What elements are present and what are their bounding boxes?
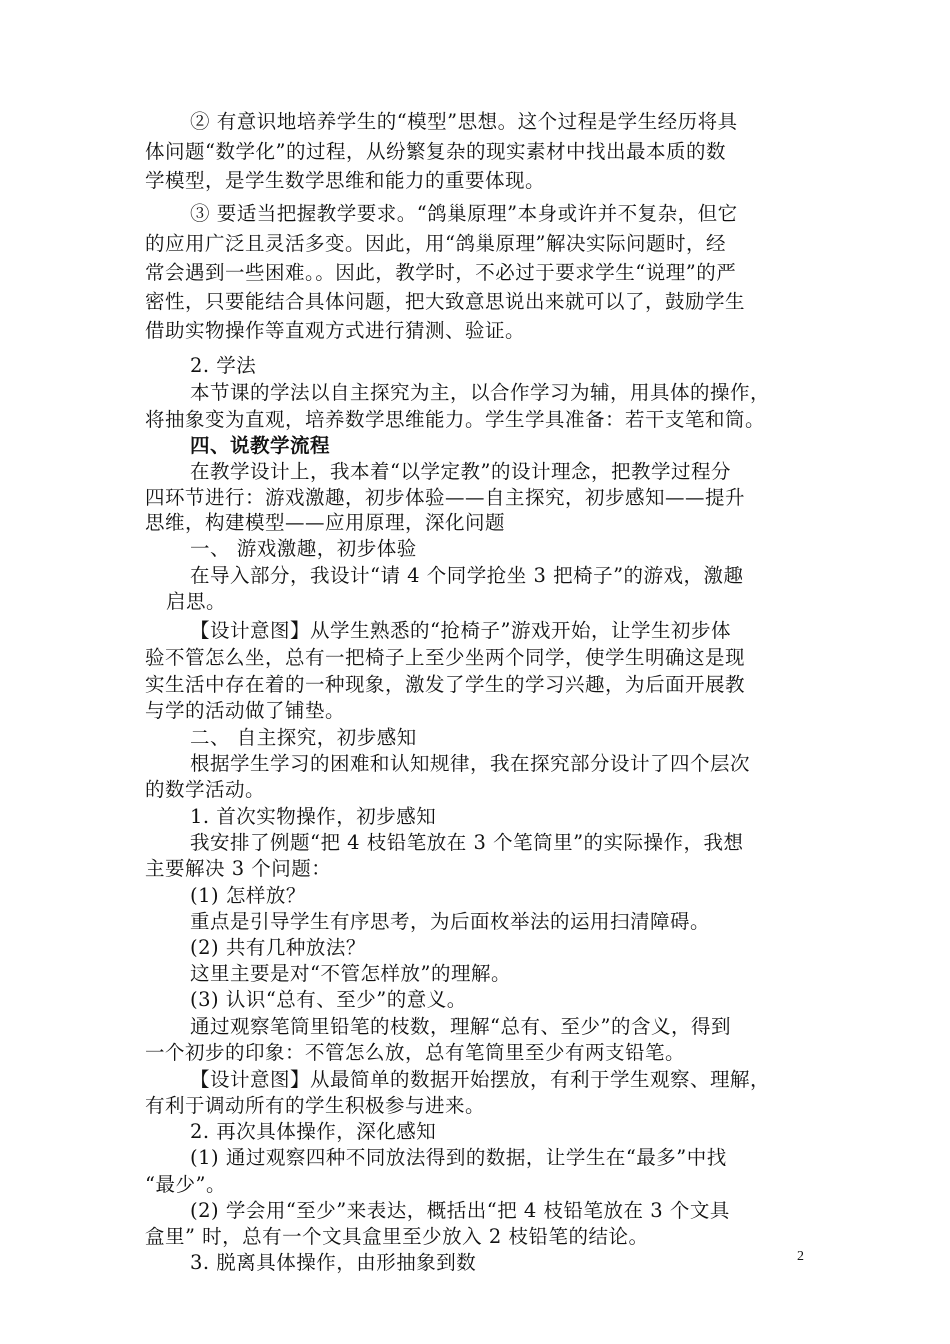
text-line: 将抽象变为直观，培养数学思维能力。学生学具准备：若干支笔和筒。 — [145, 408, 766, 431]
text-line: (3) 认识“总有、至少”的意义。 — [190, 988, 467, 1011]
text-line: 【设计意图】从最简单的数据开始摆放，有利于学生观察、理解， — [190, 1068, 771, 1091]
text-line: 1. 首次实物操作，初步感知 — [190, 805, 437, 828]
text-line: 根据学生学习的困难和认知规律，我在探究部分设计了四个层次 — [190, 752, 751, 775]
text-line: 思维，构建模型——应用原理，深化问题 — [145, 511, 506, 534]
text-line: 学模型，是学生数学思维和能力的重要体现。 — [145, 169, 546, 192]
text-line: 有利于调动所有的学生积极参与进来。 — [145, 1094, 486, 1117]
text-line: 2. 再次具体操作，深化感知 — [190, 1120, 437, 1143]
text-line: 【设计意图】从学生熟悉的“抢椅子”游戏开始，让学生初步体 — [190, 619, 731, 642]
text-line: 启思。 — [166, 590, 227, 613]
text-line: 在导入部分，我设计“请 4 个同学抢坐 3 把椅子”的游戏，激趣 — [190, 564, 744, 587]
text-line: (1) 怎样放？ — [190, 884, 306, 907]
text-line: 一、 游戏激趣，初步体验 — [190, 537, 417, 560]
text-line: (2) 学会用“至少”来表达，概括出“把 4 枝铅笔放在 3 个文具 — [190, 1199, 730, 1222]
text-line: 密性，只要能结合具体问题，把大致意思说出来就可以了，鼓励学生 — [145, 290, 746, 313]
text-line: 重点是引导学生有序思考，为后面枚举法的运用扫清障碍。 — [190, 910, 711, 933]
text-line: 借助实物操作等直观方式进行猜测、验证。 — [145, 319, 526, 342]
text-line: 3. 脱离具体操作，由形抽象到数 — [190, 1251, 477, 1274]
text-line: 一个初步的印象：不管怎么放，总有笔筒里至少有两支铅笔。 — [145, 1041, 686, 1064]
text-line: 这里主要是对“不管怎样放”的理解。 — [190, 962, 511, 985]
text-line: 在教学设计上，我本着“以学定教”的设计理念，把教学过程分 — [190, 460, 731, 483]
text-line: ② 有意识地培养学生的“模型”思想。这个过程是学生经历将具 — [190, 110, 738, 133]
text-line: 主要解决 3 个问题： — [145, 857, 332, 880]
text-line: 二、 自主探究，初步感知 — [190, 726, 417, 749]
text-line: 本节课的学法以自主探究为主，以合作学习为辅，用具体的操作， — [190, 381, 771, 404]
text-line: 2. 学法 — [190, 354, 257, 377]
text-line: 的应用广泛且灵活多变。因此，用“鸽巢原理”解决实际问题时，经 — [145, 232, 726, 255]
text-line: 盒里” 时，总有一个文具盒里至少放入 2 枝铅笔的结论。 — [145, 1225, 649, 1248]
text-line: 验不管怎么坐，总有一把椅子上至少坐两个同学，使学生明确这是现 — [145, 646, 746, 669]
text-line: 的数学活动。 — [145, 778, 266, 801]
text-line: 通过观察笔筒里铅笔的枝数，理解“总有、至少”的含义，得到 — [190, 1015, 731, 1038]
section-heading: 四、说教学流程 — [190, 434, 331, 457]
text-line: (2) 共有几种放法？ — [190, 936, 366, 959]
text-line: 实生活中存在着的一种现象，激发了学生的学习兴趣，为后面开展教 — [145, 673, 746, 696]
text-line: 体问题“数学化”的过程，从纷繁复杂的现实素材中找出最本质的数 — [145, 140, 726, 163]
text-line: 四环节进行：游戏激趣，初步体验——自主探究，初步感知——提升 — [145, 486, 746, 509]
text-line: ③ 要适当把握教学要求。“鸽巢原理”本身或许并不复杂，但它 — [190, 202, 738, 225]
text-line: 常会遇到一些困难。。因此，教学时，不必过于要求学生“说理”的严 — [145, 261, 737, 284]
text-line: “最少”。 — [145, 1173, 226, 1196]
text-line: (1) 通过观察四种不同放法得到的数据，让学生在“最多”中找 — [190, 1146, 727, 1169]
text-line: 我安排了例题“把 4 枝铅笔放在 3 个笔筒里”的实际操作，我想 — [190, 831, 744, 854]
page-number: 2 — [797, 1249, 804, 1264]
text-line: 与学的活动做了铺垫。 — [145, 699, 346, 722]
